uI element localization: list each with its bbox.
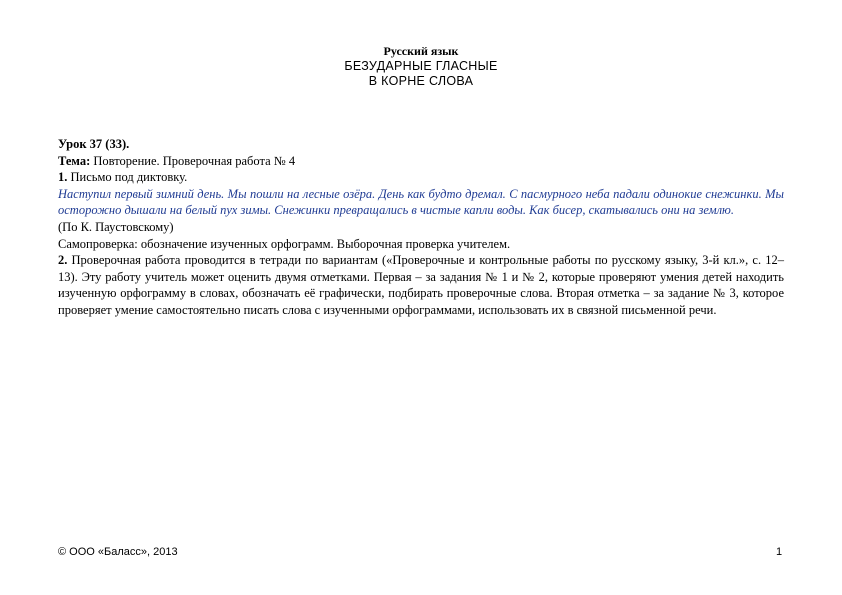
task-2	[58, 252, 784, 318]
self-check: Самопроверка: обозначение изученных орфограмм. Выборочная проверка учителем.	[58, 236, 511, 251]
topic-title-line-1: БЕЗУДАРНЫЕ ГЛАСНЫЕ	[344, 59, 498, 73]
attribution: (По К. Паустовскому)	[58, 219, 174, 234]
dictation-text: Наступил первый зимний день. Мы пошли на лесные озёра. День как будто дремал. С пасмурного неба падали одинокие снежинки. Мы осторожно дышали на белый пух зимы. Снежинки превращались в чистые капли воды. Как бисер, скатывались они на землю.	[58, 186, 784, 218]
topic-label: Тема:	[58, 153, 91, 168]
page-number: 1	[776, 546, 783, 558]
task-1	[58, 169, 784, 186]
subject-title: Русский язык	[383, 44, 459, 58]
copyright-footer: © ООО «Баласс», 2013	[58, 546, 178, 558]
topic-title-line-2: В КОРНЕ СЛОВА	[368, 74, 474, 88]
lesson-content	[58, 136, 784, 319]
task-1-text: Письмо под диктовку.	[67, 170, 188, 185]
lesson-number: Урок 37 (33).	[58, 137, 130, 151]
task-1-number: 1.	[58, 170, 68, 185]
task-2-number: 2.	[58, 253, 68, 268]
task-2-text: Проверочная работа проводится в тетради по вариантам («Проверочные и контрольные работы по русскому языку, 3-й кл.», с. 12–13). Эту работу учитель может оценить двумя отметками. Первая – за задания № 1 и № 2, которые проверяют умения детей находить изученную орфограмму в словах, обозначать её графически, подбирать проверочные слова. Вторая отметка – за задание № 3, которое проверяет умение самостоятельно писать слова с изученными орфограммами, использовать их в связной письменной речи.	[58, 253, 784, 317]
lesson-topic	[58, 153, 784, 170]
document-header	[0, 44, 842, 89]
topic-text: Повторение. Проверочная работа № 4	[90, 153, 296, 168]
